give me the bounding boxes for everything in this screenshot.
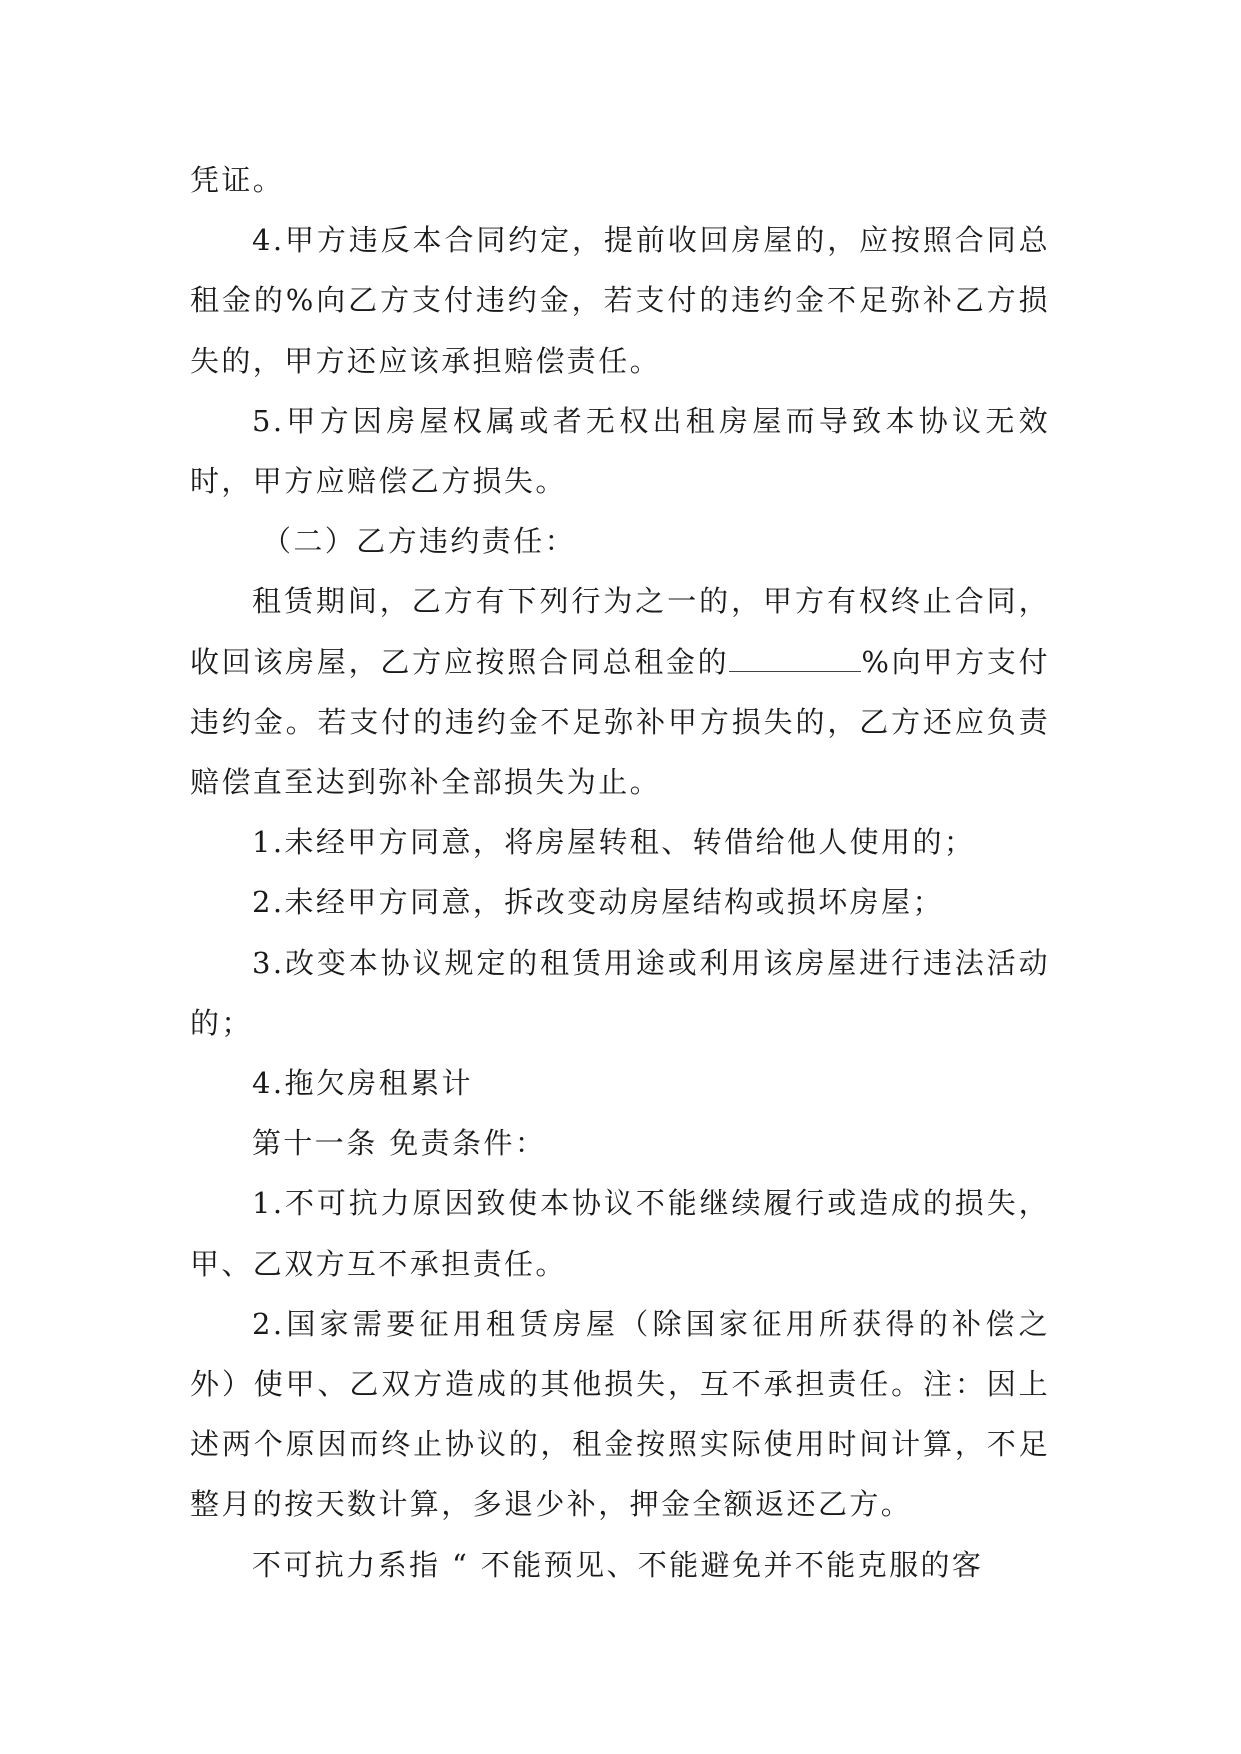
paragraph-p3: 5.甲方因房屋权属或者无权出租房屋而导致本协议无效时，甲方应赔偿乙方损失。: [190, 403, 1050, 499]
paragraph-p4-heading: （二）乙方违约责任：: [262, 524, 577, 559]
paragraph-p5: [190, 571, 1050, 812]
paragraph-p11: 1.不可抗力原因致使本协议不能继续履行或造成的损失，甲、乙双方互不承担责任。: [190, 1186, 1050, 1281]
fill-in-blank: [729, 649, 861, 672]
paragraph-p5-before-blank: 租赁期间，乙方有下列行为之一的，甲方有权终止合同，收回该房屋，乙方应按照合同总租金的: [190, 584, 1050, 679]
paragraph-p5-after-blank: %向甲方支付违约金。若支付的违约金不足弥补甲方损失的，乙方还应负责赔偿直至达到弥补全部损失为止。: [190, 644, 1050, 800]
paragraph-p8: 3.改变本协议规定的租赁用途或利用该房屋进行违法活动的；: [190, 945, 1050, 1040]
document-body: [190, 150, 1050, 1595]
paragraph-p1: 凭证。: [190, 163, 285, 197]
paragraph-p7: 2.未经甲方同意，拆改变动房屋结构或损坏房屋；: [252, 885, 944, 920]
paragraph-p13: 不可抗力系指 “ 不能预见、不能避免并不能克服的客: [252, 1547, 984, 1582]
paragraph-p6: 1.未经甲方同意，将房屋转租、转借给他人使用的；: [252, 825, 976, 860]
paragraph-p2: 4.甲方违反本合同约定，提前收回房屋的，应按照合同总租金的%向乙方支付违约金，若支付的违约金不足弥补乙方损失的，甲方还应该承担赔偿责任。: [190, 223, 1050, 378]
paragraph-p9: 4.拖欠房租累计: [252, 1066, 473, 1101]
paragraph-p10-heading: 第十一条 免责条件：: [252, 1126, 547, 1161]
paragraph-p12: 2.国家需要征用租赁房屋（除国家征用所获得的补偿之外）使甲、乙双方造成的其他损失，互不承担责任。注：因上述两个原因而终止协议的，租金按照实际使用时间计算，不足整月的按天数计算，多退少补，押金全额返还乙方。: [190, 1306, 1050, 1522]
